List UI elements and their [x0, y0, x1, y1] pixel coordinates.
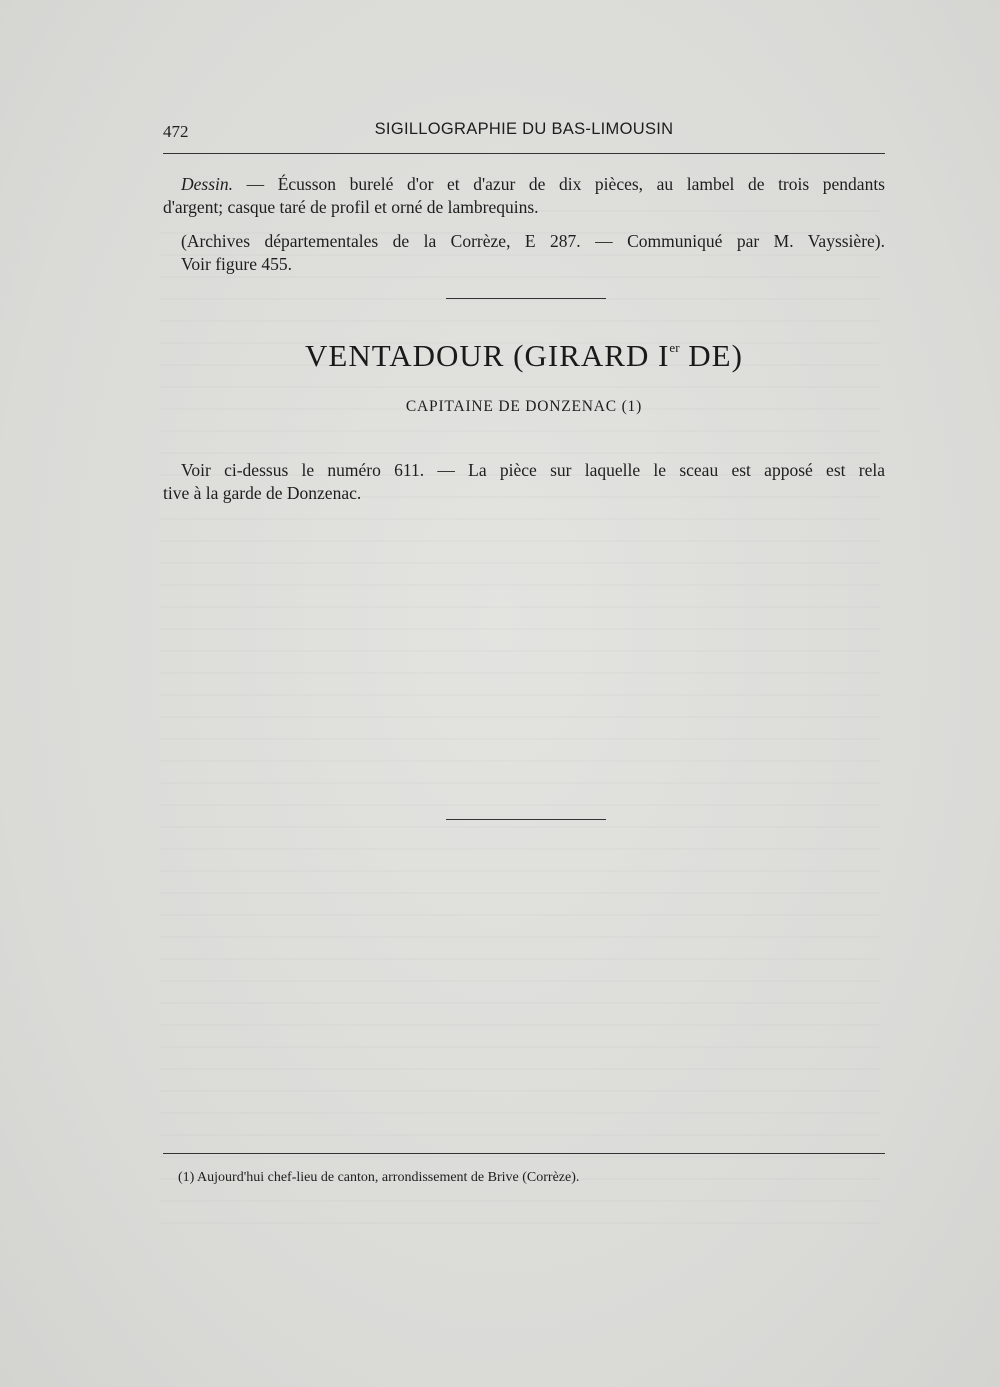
entry-body: [163, 459, 885, 505]
entry-subtitle: CAPITAINE DE DONZENAC (1): [405, 398, 643, 415]
entry-title-end: DE): [679, 338, 743, 373]
dessin-line-1: [163, 173, 885, 196]
dessin-text: — Écusson burelé d'or et d'azur de dix pièces, au lambel de trois pendants: [233, 174, 885, 194]
source-line-2: Voir figure 455.: [181, 254, 292, 274]
dessin-label: Dessin.: [181, 174, 234, 194]
entry-title: [163, 338, 885, 374]
dessin-line-2: d'argent; casque taré de profil et orné de lambrequins.: [163, 197, 539, 217]
entry-body-line-1: Voir ci-dessus le numéro 611. — La pièce sur laquelle le sceau est apposé est rela: [181, 460, 885, 480]
header-rule: [163, 153, 885, 154]
running-head: [163, 120, 885, 144]
running-title: SIGILLOGRAPHIE DU BAS-LIMOUSIN: [374, 120, 674, 138]
entry-body-line-2: tive à la garde de Donzenac.: [163, 483, 362, 503]
source-line-1: (Archives départementales de la Corrèze, E 287. — Communiqué par M. Vayssière).: [181, 231, 885, 251]
footnote-rule: [163, 1153, 885, 1154]
page-number: 472: [163, 122, 189, 141]
footnote: (1) Aujourd'hui chef-lieu de canton, arrondissement de Brive (Corrèze).: [178, 1170, 580, 1185]
entry-title-superscript: er: [669, 340, 680, 355]
entry-title-main: VENTADOUR (GIRARD I: [305, 338, 670, 373]
source-paragraph: [163, 230, 885, 276]
dessin-paragraph: [163, 173, 885, 219]
entry-end-separator: [446, 819, 606, 820]
section-separator: [446, 298, 606, 299]
